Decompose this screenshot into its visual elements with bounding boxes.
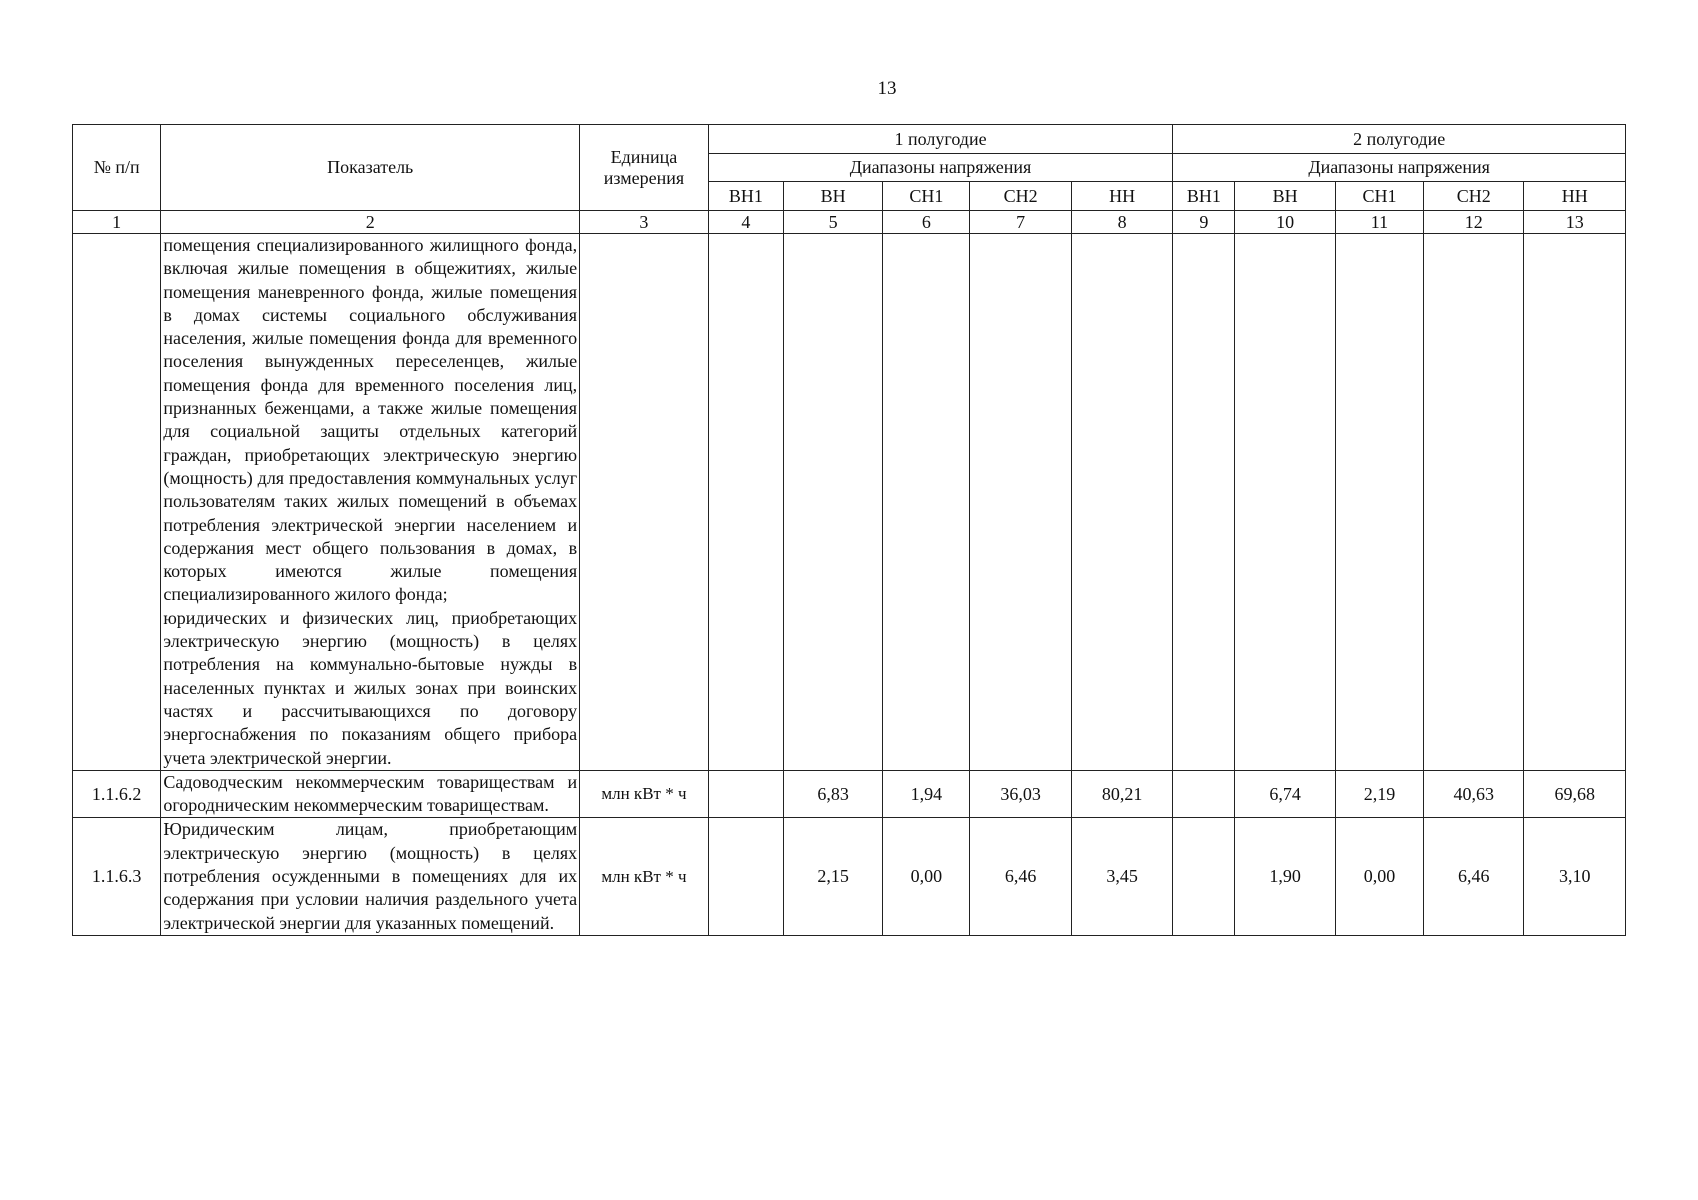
value-cell: 1,90 — [1235, 818, 1335, 935]
header-voltage-level: ВН1 — [708, 182, 783, 211]
row-description: Садоводческим некоммерческим товариществам и огородническим некоммерческим товариществам. — [161, 770, 580, 818]
value-cell — [1424, 234, 1524, 771]
value-cell — [1173, 770, 1235, 818]
column-number: 3 — [580, 211, 709, 234]
column-number: 11 — [1335, 211, 1423, 234]
row-number: 1.1.6.3 — [73, 818, 161, 935]
header-half2: 2 полугодие — [1173, 125, 1626, 154]
row-description-part: помещения специализированного жилищного фонда, включая жилые помещения в общежитиях, жилые помещения маневренного фонда, жилые помещения в домах системы социального обслуживания населения, жилые помещения фонда для временного поселения вынужденных переселенцев, жилые помещения фонда для временного поселения лиц, признанных беженцами, а также жилые помещения для социальной защиты отдельных категорий граждан, приобретающих электрическую энергию (мощность) для предоставления коммунальных услуг пользователям таких жилых помещений в объемах потребления электрической энергии населением и содержания мест общего пользования в домах, в которых имеются жилые помещения специализированного жилого фонда; — [163, 235, 578, 605]
column-number: 2 — [161, 211, 580, 234]
value-cell: 6,46 — [1424, 818, 1524, 935]
value-cell — [1173, 234, 1235, 771]
value-cell — [1335, 234, 1423, 771]
column-number: 10 — [1235, 211, 1335, 234]
row-number — [73, 234, 161, 771]
header-voltage-level: СН2 — [1424, 182, 1524, 211]
table-row — [73, 770, 1626, 818]
row-number: 1.1.6.2 — [73, 770, 161, 818]
row-unit: млн кВт * ч — [580, 770, 709, 818]
value-cell: 3,45 — [1071, 818, 1172, 935]
value-cell — [970, 234, 1071, 771]
column-number: 8 — [1071, 211, 1172, 234]
value-cell — [708, 234, 783, 771]
value-cell: 36,03 — [970, 770, 1071, 818]
table-row — [73, 818, 1626, 935]
value-cell — [1173, 818, 1235, 935]
column-number: 5 — [784, 211, 883, 234]
column-number: 13 — [1524, 211, 1626, 234]
value-cell: 0,00 — [1335, 818, 1423, 935]
value-cell — [784, 234, 883, 771]
header-voltage-level: СН2 — [970, 182, 1071, 211]
header-voltage-level: СН1 — [1335, 182, 1423, 211]
row-description: Юридическим лицам, приобретающим электрическую энергию (мощность) в целях потребления осужденными в помещениях для их содержания при условии наличия раздельного учета электрической энергии для указанных помещений. — [161, 818, 580, 935]
row-unit — [580, 234, 709, 771]
header-voltage-level: ВН — [1235, 182, 1335, 211]
value-cell — [1071, 234, 1172, 771]
column-number: 12 — [1424, 211, 1524, 234]
value-cell: 69,68 — [1524, 770, 1626, 818]
column-number: 9 — [1173, 211, 1235, 234]
value-cell — [1524, 234, 1626, 771]
header-col-unit: Единица измерения — [580, 125, 709, 211]
header-voltage-level: СН1 — [883, 182, 970, 211]
value-cell: 2,15 — [784, 818, 883, 935]
value-cell: 2,19 — [1335, 770, 1423, 818]
value-cell — [1235, 234, 1335, 771]
value-cell: 6,46 — [970, 818, 1071, 935]
value-cell: 40,63 — [1424, 770, 1524, 818]
column-number: 6 — [883, 211, 970, 234]
page-number: 13 — [877, 78, 897, 99]
value-cell: 1,94 — [883, 770, 970, 818]
header-voltage-level: НН — [1524, 182, 1626, 211]
header-voltage-level: ВН1 — [1173, 182, 1235, 211]
column-number: 4 — [708, 211, 783, 234]
row-description-part: юридических и физических лиц, приобретающих электрическую энергию (мощность) в целях потребления на коммунально-бытовые нужды в населенных пунктах и жилых зонах при воинских частях и рассчитывающихся по договору энергоснабжения по показаниям общего прибора учета электрической энергии. — [163, 607, 578, 768]
value-cell: 3,10 — [1524, 818, 1626, 935]
value-cell — [883, 234, 970, 771]
table-row — [73, 234, 1626, 771]
header-ranges-half1: Диапазоны напряжения — [708, 154, 1173, 182]
value-cell: 0,00 — [883, 818, 970, 935]
value-cell: 6,83 — [784, 770, 883, 818]
value-cell — [708, 818, 783, 935]
row-unit: млн кВт * ч — [580, 818, 709, 935]
value-cell: 6,74 — [1235, 770, 1335, 818]
column-number: 7 — [970, 211, 1071, 234]
value-cell: 80,21 — [1071, 770, 1172, 818]
value-cell — [708, 770, 783, 818]
header-voltage-level: НН — [1071, 182, 1172, 211]
header-ranges-half2: Диапазоны напряжения — [1173, 154, 1626, 182]
header-voltage-level: ВН — [784, 182, 883, 211]
header-half1: 1 полугодие — [708, 125, 1173, 154]
column-number: 1 — [73, 211, 161, 234]
indicators-table — [72, 124, 1626, 936]
row-description — [161, 234, 580, 771]
header-col-num: № п/п — [73, 125, 161, 211]
header-col-indicator: Показатель — [161, 125, 580, 211]
